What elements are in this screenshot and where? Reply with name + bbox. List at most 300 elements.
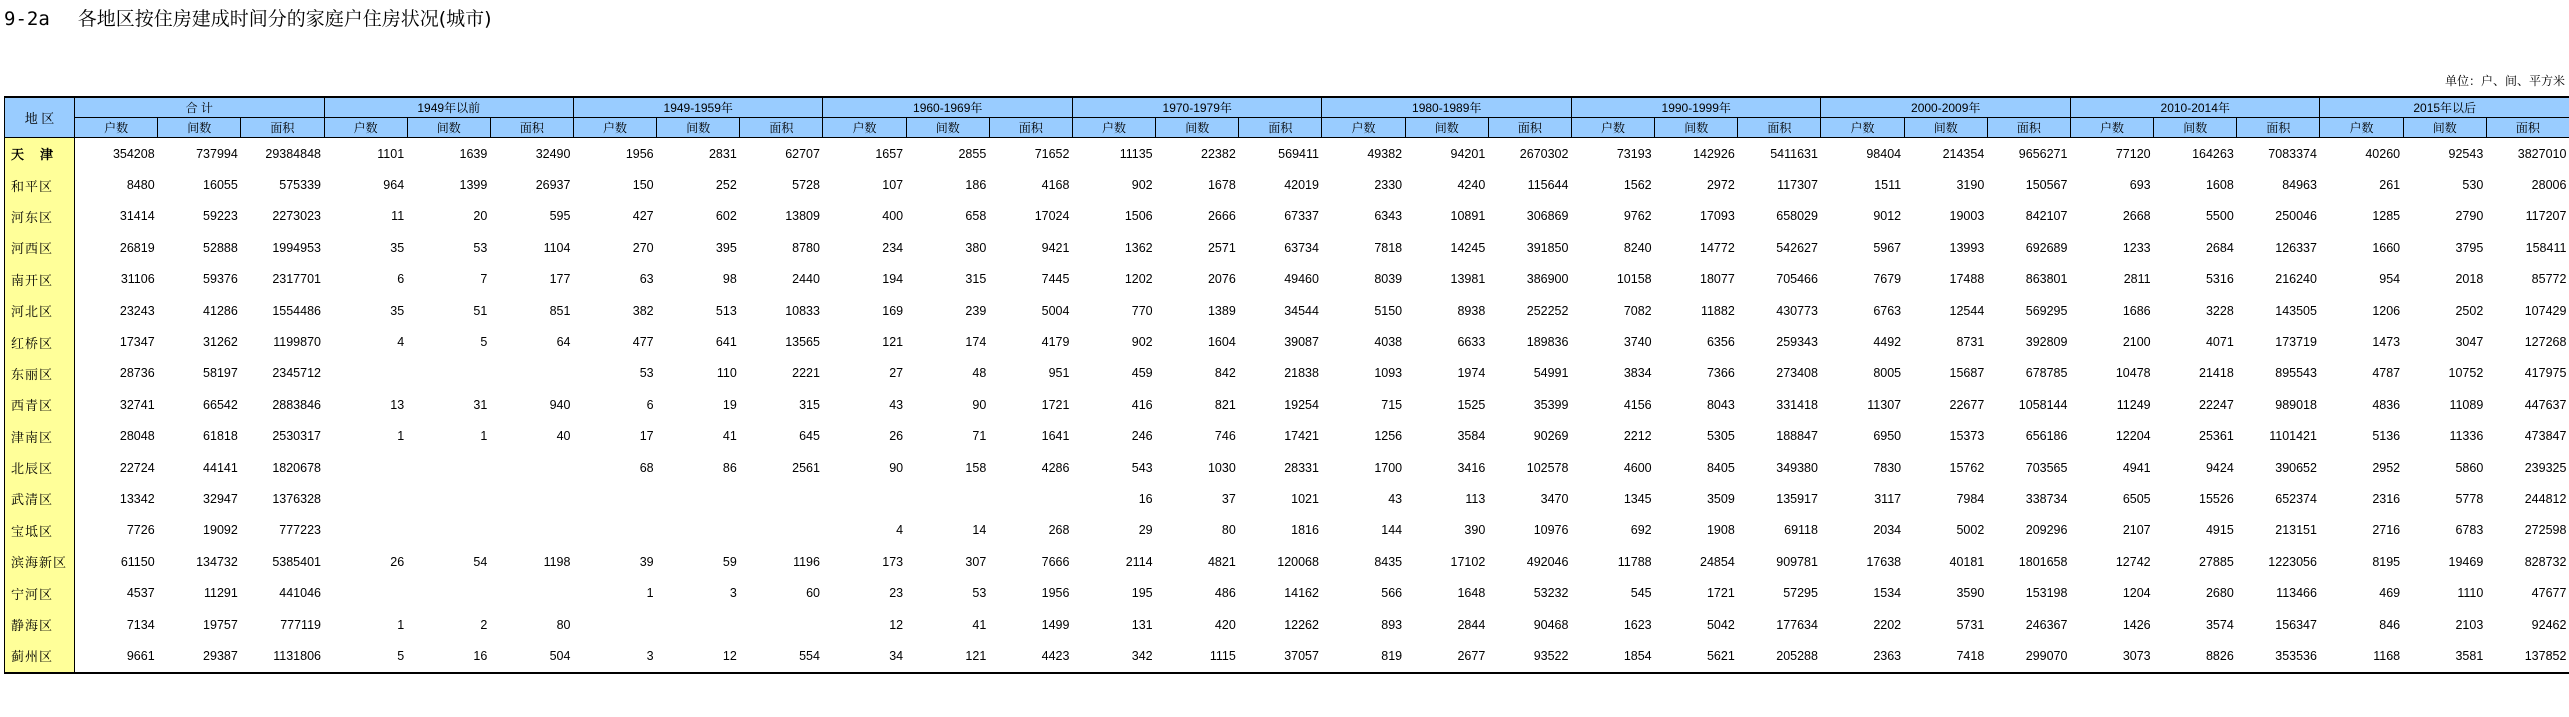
- value-cell: 23243: [119, 303, 155, 318]
- value-cell: 7366: [1706, 366, 1735, 381]
- value-cell: 73193: [1616, 146, 1652, 161]
- value-cell: 7666: [1041, 554, 1070, 569]
- value-cell: 10976: [1533, 523, 1569, 538]
- value-cell: 24854: [1700, 554, 1735, 569]
- value-cell: 7134: [126, 617, 155, 632]
- group-header: 1960-1969年: [823, 97, 1073, 118]
- value-cell: [740, 515, 823, 546]
- subheader: 间数: [407, 118, 490, 138]
- value-cell: 94201: [1450, 146, 1486, 161]
- value-cell: 16055: [203, 178, 238, 193]
- value-cell: 239: [965, 303, 987, 318]
- table-title-text: 各地区按住房建成时间分的家庭户住房状况(城市): [77, 8, 492, 30]
- value-cell: 8005: [1873, 366, 1902, 381]
- value-cell: 1021: [1291, 491, 1319, 506]
- value-cell: 692689: [2025, 240, 2068, 255]
- group-header: 2010-2014年: [2070, 97, 2320, 118]
- value-cell: 19254: [1284, 397, 1319, 412]
- value-cell: 2883846: [272, 397, 321, 412]
- value-cell: 1499: [1041, 617, 1070, 632]
- table-body: [5, 138, 2569, 673]
- value-cell: 4168: [1041, 178, 1070, 193]
- value-cell: 678785: [2025, 366, 2068, 381]
- value-cell: 11135: [1119, 146, 1153, 161]
- value-cell: 353536: [2237, 640, 2320, 672]
- value-cell: 3047: [2455, 335, 2484, 350]
- value-cell: 29384848: [265, 146, 321, 161]
- value-cell: 4038: [1374, 335, 1403, 350]
- value-cell: 31414: [119, 209, 155, 224]
- value-cell: 1285: [2372, 209, 2401, 224]
- value-cell: 4836: [2372, 397, 2401, 412]
- value-cell: 28736: [119, 366, 155, 381]
- value-cell: 84963: [2282, 178, 2317, 193]
- value-cell: [657, 515, 740, 546]
- value-cell: 4600: [1623, 460, 1652, 475]
- value-cell: 2716: [2372, 523, 2401, 538]
- value-cell: 5305: [1706, 429, 1735, 444]
- value-cell: 2221: [792, 366, 820, 381]
- value-cell: 14162: [1284, 586, 1319, 601]
- value-cell: 656186: [2025, 429, 2068, 444]
- value-cell: 737994: [196, 146, 238, 161]
- value-cell: 492046: [1526, 554, 1569, 569]
- value-cell: 48: [972, 366, 987, 381]
- value-cell: 842107: [2025, 209, 2068, 224]
- value-cell: 54: [473, 554, 488, 569]
- value-cell: [407, 358, 490, 389]
- group-header: 1970-1979年: [1072, 97, 1322, 118]
- value-cell: 473847: [2524, 429, 2567, 444]
- value-cell: 9762: [1623, 209, 1652, 224]
- value-cell: 19757: [203, 617, 238, 632]
- value-cell: [490, 483, 573, 514]
- value-cell: 11336: [2449, 429, 2484, 444]
- value-cell: 9424: [2205, 460, 2234, 475]
- table-row: [5, 232, 2569, 263]
- value-cell: 3795: [2455, 240, 2484, 255]
- table-code: 9-2a: [4, 8, 50, 30]
- value-cell: 951: [1048, 366, 1070, 381]
- value-cell: 8938: [1457, 303, 1486, 318]
- value-cell: 3581: [2403, 640, 2486, 672]
- region-cell: 和平区: [5, 169, 75, 200]
- value-cell: 35: [390, 240, 405, 255]
- value-cell: 17638: [1866, 554, 1902, 569]
- value-cell: 2114: [1125, 554, 1153, 569]
- value-cell: 2330: [1374, 178, 1403, 193]
- value-cell: [906, 483, 989, 514]
- value-cell: 2677: [1405, 640, 1488, 672]
- value-cell: 5411631: [1770, 146, 1818, 161]
- value-cell: 246: [1131, 429, 1153, 444]
- table-row: [5, 640, 2569, 672]
- value-cell: 1196: [793, 554, 820, 569]
- value-cell: 150: [632, 178, 654, 193]
- value-cell: 342: [1072, 640, 1155, 672]
- value-cell: 1233: [2122, 240, 2151, 255]
- subheader: 面积: [2237, 118, 2320, 138]
- value-cell: 1131806: [241, 640, 324, 672]
- value-cell: 469: [2379, 586, 2401, 601]
- value-cell: 90468: [1533, 617, 1569, 632]
- value-cell: 10752: [2448, 366, 2484, 381]
- value-cell: 32741: [119, 397, 155, 412]
- region-cell: 红桥区: [5, 326, 75, 357]
- value-cell: 7818: [1374, 240, 1403, 255]
- value-cell: 32490: [535, 146, 571, 161]
- value-cell: 1202: [1124, 272, 1153, 287]
- value-cell: 16: [407, 640, 490, 672]
- value-cell: 3416: [1457, 460, 1486, 475]
- value-cell: 20: [473, 209, 488, 224]
- value-cell: 8039: [1374, 272, 1403, 287]
- value-cell: 3073: [2070, 640, 2153, 672]
- value-cell: 3: [573, 640, 656, 672]
- value-cell: 602: [715, 209, 737, 224]
- value-cell: 252252: [1526, 303, 1569, 318]
- value-cell: [324, 452, 407, 483]
- value-cell: 545: [1630, 586, 1652, 601]
- value-cell: 92543: [2448, 146, 2484, 161]
- value-cell: 12: [657, 640, 740, 672]
- value-cell: 851: [549, 303, 571, 318]
- value-cell: 1639: [459, 146, 488, 161]
- value-cell: 3590: [1956, 586, 1985, 601]
- value-cell: 40260: [2365, 146, 2401, 161]
- value-cell: 1115: [1156, 640, 1239, 672]
- page-title: [4, 4, 492, 31]
- value-cell: 35: [390, 303, 405, 318]
- value-cell: 17347: [119, 335, 155, 350]
- value-cell: 5: [324, 640, 407, 672]
- value-cell: 90269: [1533, 429, 1569, 444]
- value-cell: 1511: [1874, 178, 1902, 193]
- value-cell: 9661: [75, 640, 158, 672]
- value-cell: 777223: [279, 523, 321, 538]
- value-cell: 156347: [2275, 617, 2317, 632]
- value-cell: 53: [972, 586, 987, 601]
- housing-table: [4, 96, 2569, 674]
- group-header: 1949年以前: [324, 97, 573, 118]
- value-cell: 59376: [203, 272, 238, 287]
- value-cell: 652374: [2275, 491, 2317, 506]
- value-cell: 703565: [2025, 460, 2068, 475]
- subheader: 户数: [1571, 118, 1654, 138]
- table-row: [5, 389, 2569, 420]
- value-cell: 1199870: [273, 335, 321, 350]
- value-cell: 2670302: [1519, 146, 1569, 161]
- value-cell: 92462: [2531, 617, 2567, 632]
- value-cell: 216240: [2275, 272, 2317, 287]
- value-cell: 5316: [2205, 272, 2234, 287]
- value-cell: [407, 515, 490, 546]
- table-row: [5, 295, 2569, 326]
- value-cell: 186: [965, 178, 987, 193]
- value-cell: 18077: [1700, 272, 1735, 287]
- value-cell: 1908: [1706, 523, 1735, 538]
- value-cell: 2202: [1873, 617, 1902, 632]
- value-cell: 41: [972, 617, 987, 632]
- value-cell: 391850: [1526, 240, 1569, 255]
- region-cell: 河东区: [5, 201, 75, 232]
- value-cell: 1820678: [272, 460, 321, 475]
- value-cell: [740, 483, 823, 514]
- value-cell: 11882: [1700, 303, 1735, 318]
- value-cell: 770: [1131, 303, 1153, 318]
- value-cell: 62707: [785, 146, 820, 161]
- value-cell: [573, 609, 656, 640]
- value-cell: 58197: [203, 366, 238, 381]
- value-cell: 117307: [1777, 178, 1818, 193]
- value-cell: 416: [1131, 397, 1153, 412]
- value-cell: 4941: [2122, 460, 2151, 475]
- value-cell: 121: [906, 640, 989, 672]
- value-cell: 2034: [1873, 523, 1902, 538]
- value-cell: 1648: [1457, 586, 1486, 601]
- subheader: 面积: [1738, 118, 1821, 138]
- value-cell: 715: [1381, 397, 1403, 412]
- value-cell: 1660: [2372, 240, 2401, 255]
- value-cell: 61150: [120, 554, 155, 569]
- value-cell: 164263: [2192, 146, 2234, 161]
- value-cell: 2530317: [272, 429, 321, 444]
- value-cell: 4: [397, 335, 405, 350]
- region-cell: 静海区: [5, 609, 75, 640]
- value-cell: 486: [1214, 586, 1236, 601]
- value-cell: 299070: [1987, 640, 2070, 672]
- value-cell: 17421: [1284, 429, 1319, 444]
- value-cell: 268: [1048, 523, 1070, 538]
- value-cell: 143505: [2275, 303, 2317, 318]
- value-cell: 909781: [1776, 554, 1818, 569]
- value-cell: 120068: [1277, 554, 1319, 569]
- value-cell: 692: [1630, 523, 1652, 538]
- value-cell: 2855: [958, 146, 987, 161]
- value-cell: 41286: [203, 303, 238, 318]
- value-cell: 893: [1381, 617, 1403, 632]
- value-cell: 37057: [1239, 640, 1322, 672]
- value-cell: 27: [889, 366, 904, 381]
- value-cell: 10158: [1616, 272, 1652, 287]
- value-cell: 134732: [196, 554, 238, 569]
- value-cell: 10478: [2115, 366, 2151, 381]
- value-cell: 5004: [1041, 303, 1070, 318]
- value-cell: 6783: [2455, 523, 2484, 538]
- value-cell: 13809: [785, 209, 820, 224]
- value-cell: 2952: [2372, 460, 2401, 475]
- value-cell: 63: [639, 272, 654, 287]
- value-cell: 693: [2129, 178, 2151, 193]
- value-cell: 1994953: [272, 240, 321, 255]
- value-cell: 11788: [1617, 554, 1652, 569]
- value-cell: 2018: [2455, 272, 2484, 287]
- value-cell: 306869: [1526, 209, 1569, 224]
- value-cell: 5860: [2455, 460, 2484, 475]
- value-cell: 2103: [2455, 617, 2484, 632]
- value-cell: 863801: [2025, 272, 2068, 287]
- value-cell: 7418: [1904, 640, 1987, 672]
- value-cell: 43: [889, 397, 904, 412]
- value-cell: 68: [639, 460, 654, 475]
- value-cell: 8405: [1706, 460, 1735, 475]
- subheader: 间数: [2154, 118, 2237, 138]
- value-cell: 7726: [126, 523, 155, 538]
- value-cell: 39: [639, 554, 654, 569]
- value-cell: 66542: [203, 397, 238, 412]
- value-cell: 13993: [1949, 240, 1985, 255]
- value-cell: 107: [882, 178, 904, 193]
- value-cell: 1168: [2320, 640, 2403, 672]
- region-cell: 北辰区: [5, 452, 75, 483]
- value-cell: 261: [2379, 178, 2401, 193]
- value-cell: 895543: [2275, 366, 2317, 381]
- value-cell: 2561: [792, 460, 820, 475]
- value-cell: 34: [823, 640, 906, 672]
- value-cell: 315: [965, 272, 987, 287]
- value-cell: 63734: [1284, 240, 1319, 255]
- table-row: [5, 483, 2569, 514]
- value-cell: 28331: [1284, 460, 1319, 475]
- value-cell: 390: [1464, 523, 1486, 538]
- value-cell: 40181: [1949, 554, 1985, 569]
- value-cell: 2363: [1821, 640, 1904, 672]
- value-cell: [407, 483, 490, 514]
- value-cell: 940: [549, 397, 571, 412]
- value-cell: 31262: [203, 335, 238, 350]
- value-cell: 26819: [119, 240, 155, 255]
- group-header: 1990-1999年: [1571, 97, 1821, 118]
- subheader: 户数: [823, 118, 906, 138]
- value-cell: 658029: [1776, 209, 1818, 224]
- value-cell: 41: [722, 429, 737, 444]
- value-cell: 5: [480, 335, 488, 350]
- value-cell: 26: [889, 429, 904, 444]
- value-cell: 390652: [2275, 460, 2317, 475]
- value-cell: 1854: [1571, 640, 1654, 672]
- value-cell: 67337: [1284, 209, 1319, 224]
- value-cell: 705466: [1776, 272, 1818, 287]
- subheader: 间数: [1904, 118, 1987, 138]
- subheader: 间数: [657, 118, 740, 138]
- region-cell: 武清区: [5, 483, 75, 514]
- value-cell: 14: [972, 523, 987, 538]
- value-cell: 331418: [1776, 397, 1818, 412]
- value-cell: 4240: [1457, 178, 1486, 193]
- region-cell: 宝坻区: [5, 515, 75, 546]
- value-cell: 195: [1131, 586, 1153, 601]
- value-cell: 13: [390, 397, 405, 412]
- group-header: 合 计: [75, 97, 325, 118]
- value-cell: 194: [882, 272, 904, 287]
- value-cell: 6343: [1374, 209, 1403, 224]
- value-cell: 113466: [2276, 586, 2317, 601]
- value-cell: 19003: [1949, 209, 1985, 224]
- subheader: 面积: [1488, 118, 1571, 138]
- value-cell: 9012: [1873, 209, 1902, 224]
- value-cell: 17: [639, 429, 654, 444]
- value-cell: 13565: [785, 335, 820, 350]
- region-cell: 宁河区: [5, 577, 75, 608]
- value-cell: 2790: [2455, 209, 2484, 224]
- value-cell: 420: [1214, 617, 1236, 632]
- value-cell: 31: [473, 397, 488, 412]
- value-cell: 21418: [2199, 366, 2234, 381]
- table-row: [5, 609, 2569, 640]
- value-cell: 2684: [2205, 240, 2234, 255]
- subheader: 户数: [2070, 118, 2153, 138]
- value-cell: 80: [1221, 523, 1236, 538]
- value-cell: 22677: [1949, 397, 1985, 412]
- subheader: 间数: [1156, 118, 1239, 138]
- value-cell: 22247: [2199, 397, 2234, 412]
- subheader-row: [5, 118, 2569, 138]
- value-cell: 315: [799, 397, 820, 412]
- value-cell: 102578: [1526, 460, 1569, 475]
- value-cell: 2317701: [272, 272, 321, 287]
- value-cell: [490, 515, 573, 546]
- value-cell: 6950: [1873, 429, 1902, 444]
- value-cell: 1256: [1374, 429, 1403, 444]
- value-cell: 658: [965, 209, 987, 224]
- table-row: [5, 201, 2569, 232]
- value-cell: 566: [1381, 586, 1403, 601]
- value-cell: 214354: [1942, 146, 1985, 161]
- value-cell: 819: [1322, 640, 1405, 672]
- value-cell: 6633: [1457, 335, 1486, 350]
- value-cell: 2844: [1457, 617, 1486, 632]
- value-cell: 417975: [2524, 366, 2567, 381]
- value-cell: 250046: [2275, 209, 2317, 224]
- value-cell: 49382: [1367, 146, 1403, 161]
- value-cell: 746: [1214, 429, 1236, 444]
- value-cell: 23: [889, 586, 904, 601]
- value-cell: [490, 577, 573, 608]
- value-cell: 15762: [1949, 460, 1985, 475]
- value-cell: 5731: [1956, 617, 1985, 632]
- region-cell: 南开区: [5, 264, 75, 295]
- value-cell: [657, 483, 740, 514]
- subheader: 户数: [573, 118, 656, 138]
- group-header: 2015年以后: [2320, 97, 2569, 118]
- value-cell: 3584: [1457, 429, 1486, 444]
- value-cell: 1104: [543, 240, 571, 255]
- value-cell: 22724: [119, 460, 155, 475]
- value-cell: 777119: [280, 617, 321, 632]
- value-cell: 273408: [1776, 366, 1818, 381]
- value-cell: 12204: [2115, 429, 2151, 444]
- value-cell: 107429: [2524, 303, 2567, 318]
- value-cell: 2811: [2123, 272, 2151, 287]
- value-cell: 54991: [1533, 366, 1569, 381]
- value-cell: 447637: [2524, 397, 2567, 412]
- value-cell: 5778: [2455, 491, 2484, 506]
- value-cell: 1101: [377, 146, 405, 161]
- value-cell: 4787: [2372, 366, 2401, 381]
- subheader: 户数: [1322, 118, 1405, 138]
- value-cell: 3117: [1874, 491, 1902, 506]
- unit-note: 单位：户、间、平方米: [2444, 74, 2565, 88]
- subheader: 户数: [2320, 118, 2403, 138]
- value-cell: 575339: [279, 178, 321, 193]
- value-cell: [573, 483, 656, 514]
- value-cell: 1376328: [272, 491, 321, 506]
- value-cell: [324, 483, 407, 514]
- value-cell: 6356: [1706, 335, 1735, 350]
- value-cell: 71652: [1034, 146, 1070, 161]
- value-cell: 19092: [203, 523, 238, 538]
- table-row: [5, 169, 2569, 200]
